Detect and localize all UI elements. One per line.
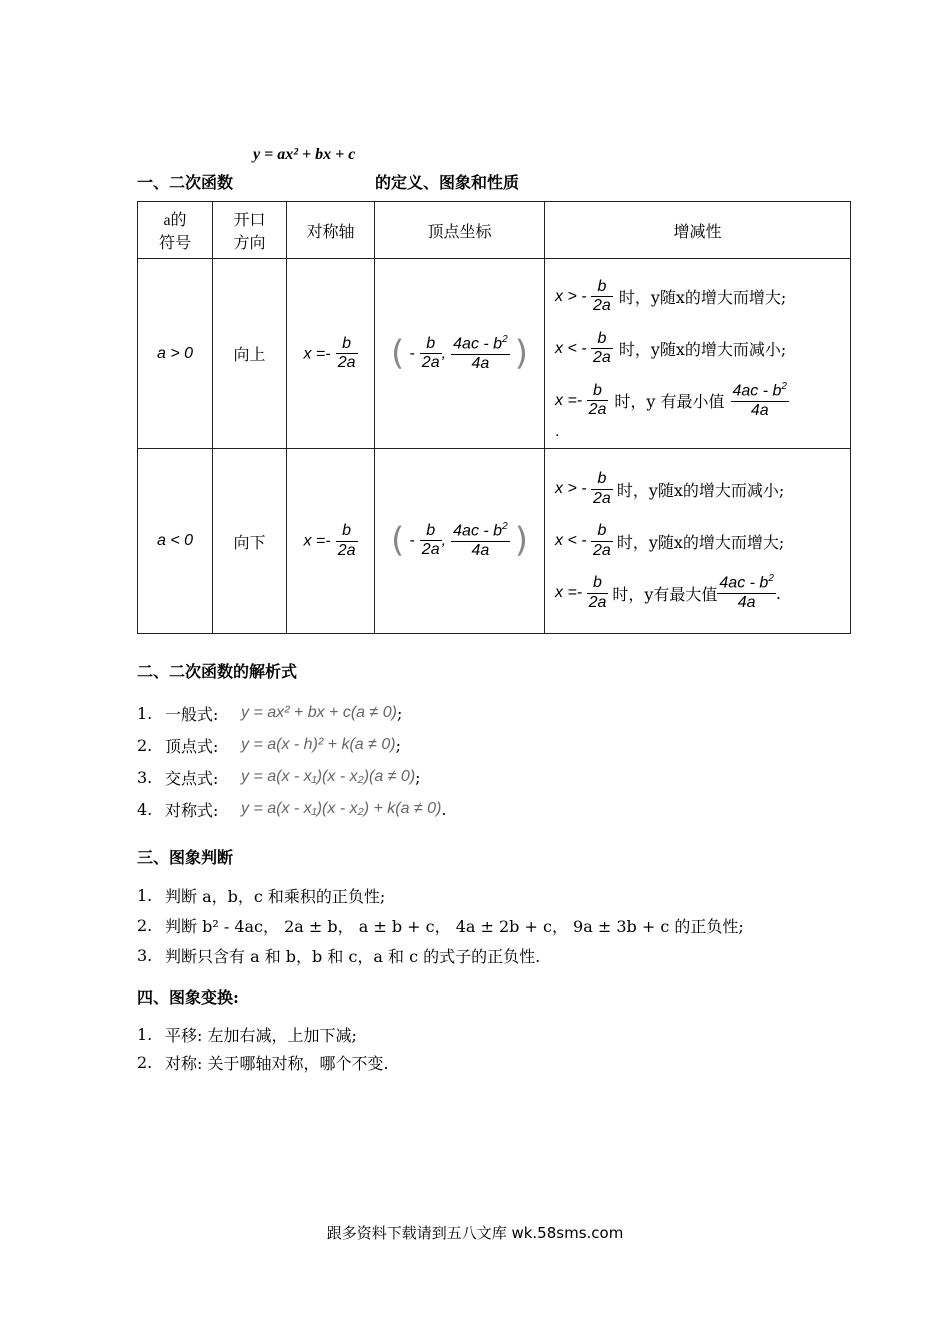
sign-cell: a > 0 bbox=[138, 259, 213, 449]
section2-title: 二、二次函数的解析式 bbox=[137, 662, 298, 681]
section1-title-suffix: 的定义、图象和性质 bbox=[375, 173, 520, 192]
header-sign: a的 符号 bbox=[138, 202, 213, 259]
direction-cell: 向上 bbox=[213, 259, 287, 449]
prop-line-2: x < - $\frac{b}{2a}$ 时，y随x的增大而增大; bbox=[555, 522, 785, 559]
table-header-row bbox=[138, 202, 851, 259]
prop-line-1: x > - $\frac{b}{2a}$ 时，y随x的增大而增大; bbox=[555, 277, 787, 314]
list-item: 3. 交点式: y = a(x - x₁)(x - x₂)(a ≠ 0) ; bbox=[137, 767, 421, 788]
prop-line-3: x =- $\frac{b}{2a}$ 时，y 有最小值 $\frac{4ac - b^2}{4a}$ bbox=[555, 380, 787, 419]
properties-table bbox=[137, 201, 851, 634]
monotonicity-cell bbox=[545, 449, 851, 634]
direction-cell: 向下 bbox=[213, 449, 287, 634]
list-item: 2. 对称: 关于哪轴对称，哪个不变. bbox=[137, 1052, 389, 1073]
monotonicity-cell: x > - $\frac{b}{2a}$ 时，y随x的增大而增大; x < - $\frac{b}{2a}$ 时，y随x的增大而减小; x =- $\frac{b}{2a}$ 时，y 有最小值 $\frac{4ac - b^2}{4a}$ . bbox=[545, 259, 851, 449]
axis-cell: x =- $\frac{b}{2a}$ bbox=[287, 259, 375, 449]
prop-line-1: x > - $\frac{b}{2a}$ 时，y随x的增大而减小; bbox=[555, 470, 785, 507]
section3-list bbox=[137, 880, 744, 970]
section1-formula: y = ax² + bx + c bbox=[253, 146, 356, 163]
header-axis: 对称轴 bbox=[287, 202, 375, 259]
header-vertex: 顶点坐标 bbox=[375, 202, 545, 259]
prop-line-3: x =- $\frac{b}{2a}$ 时，y有最大值 $\frac{4ac - b^2}{4a}$ . bbox=[555, 573, 781, 612]
list-item: 1. 一般式: y = ax² + bx + c(a ≠ 0) ; bbox=[137, 703, 403, 724]
list-item: 3. 判断只含有 a 和 b，b 和 c，a 和 c 的式子的正负性. bbox=[137, 945, 541, 966]
footer-text: 跟多资料下载请到五八文库 wk.58sms.com bbox=[326, 1224, 624, 1242]
table-row bbox=[138, 449, 851, 634]
list-item: 1. 平移: 左加右减，上加下减; bbox=[137, 1024, 357, 1045]
sign-cell: a < 0 bbox=[138, 449, 213, 634]
list-item: 2. 判断 b² - 4ac， 2a ± b， a ± b + c， 4a ± 2b + c， 9a ± 3b + c 的正负性; bbox=[137, 915, 744, 936]
list-item: 4. 对称式: y = a(x - x₁)(x - x₂) + k(a ≠ 0) . bbox=[137, 799, 447, 820]
axis-cell: x =- $\frac{b}{2a}$ bbox=[287, 449, 375, 634]
section3-title: 三、图象判断 bbox=[137, 848, 234, 867]
vertex-cell: ( - $\frac{b}{2a}$ , $\frac{4ac - b^2}{4a}$ ) bbox=[375, 259, 545, 449]
header-direction: 开口 方向 bbox=[213, 202, 287, 259]
header-monotonicity: 增减性 bbox=[545, 202, 851, 259]
prop-line-2: x < - $\frac{b}{2a}$ 时，y随x的增大而减小; bbox=[555, 329, 787, 366]
vertex-cell: ( - $\frac{b}{2a}$ , $\frac{4ac - b^2}{4a}$ ) bbox=[375, 449, 545, 634]
section2-list bbox=[137, 697, 446, 825]
table-row bbox=[138, 259, 851, 449]
section4-list bbox=[137, 1020, 389, 1076]
section4-title: 四、图象变换: bbox=[137, 988, 239, 1007]
list-item: 2. 顶点式: y = a(x - h)² + k(a ≠ 0) ; bbox=[137, 735, 401, 756]
section1-title-prefix: 一、二次函数 bbox=[137, 173, 234, 192]
list-item: 1. 判断 a，b，c 和乘积的正负性; bbox=[137, 885, 386, 906]
